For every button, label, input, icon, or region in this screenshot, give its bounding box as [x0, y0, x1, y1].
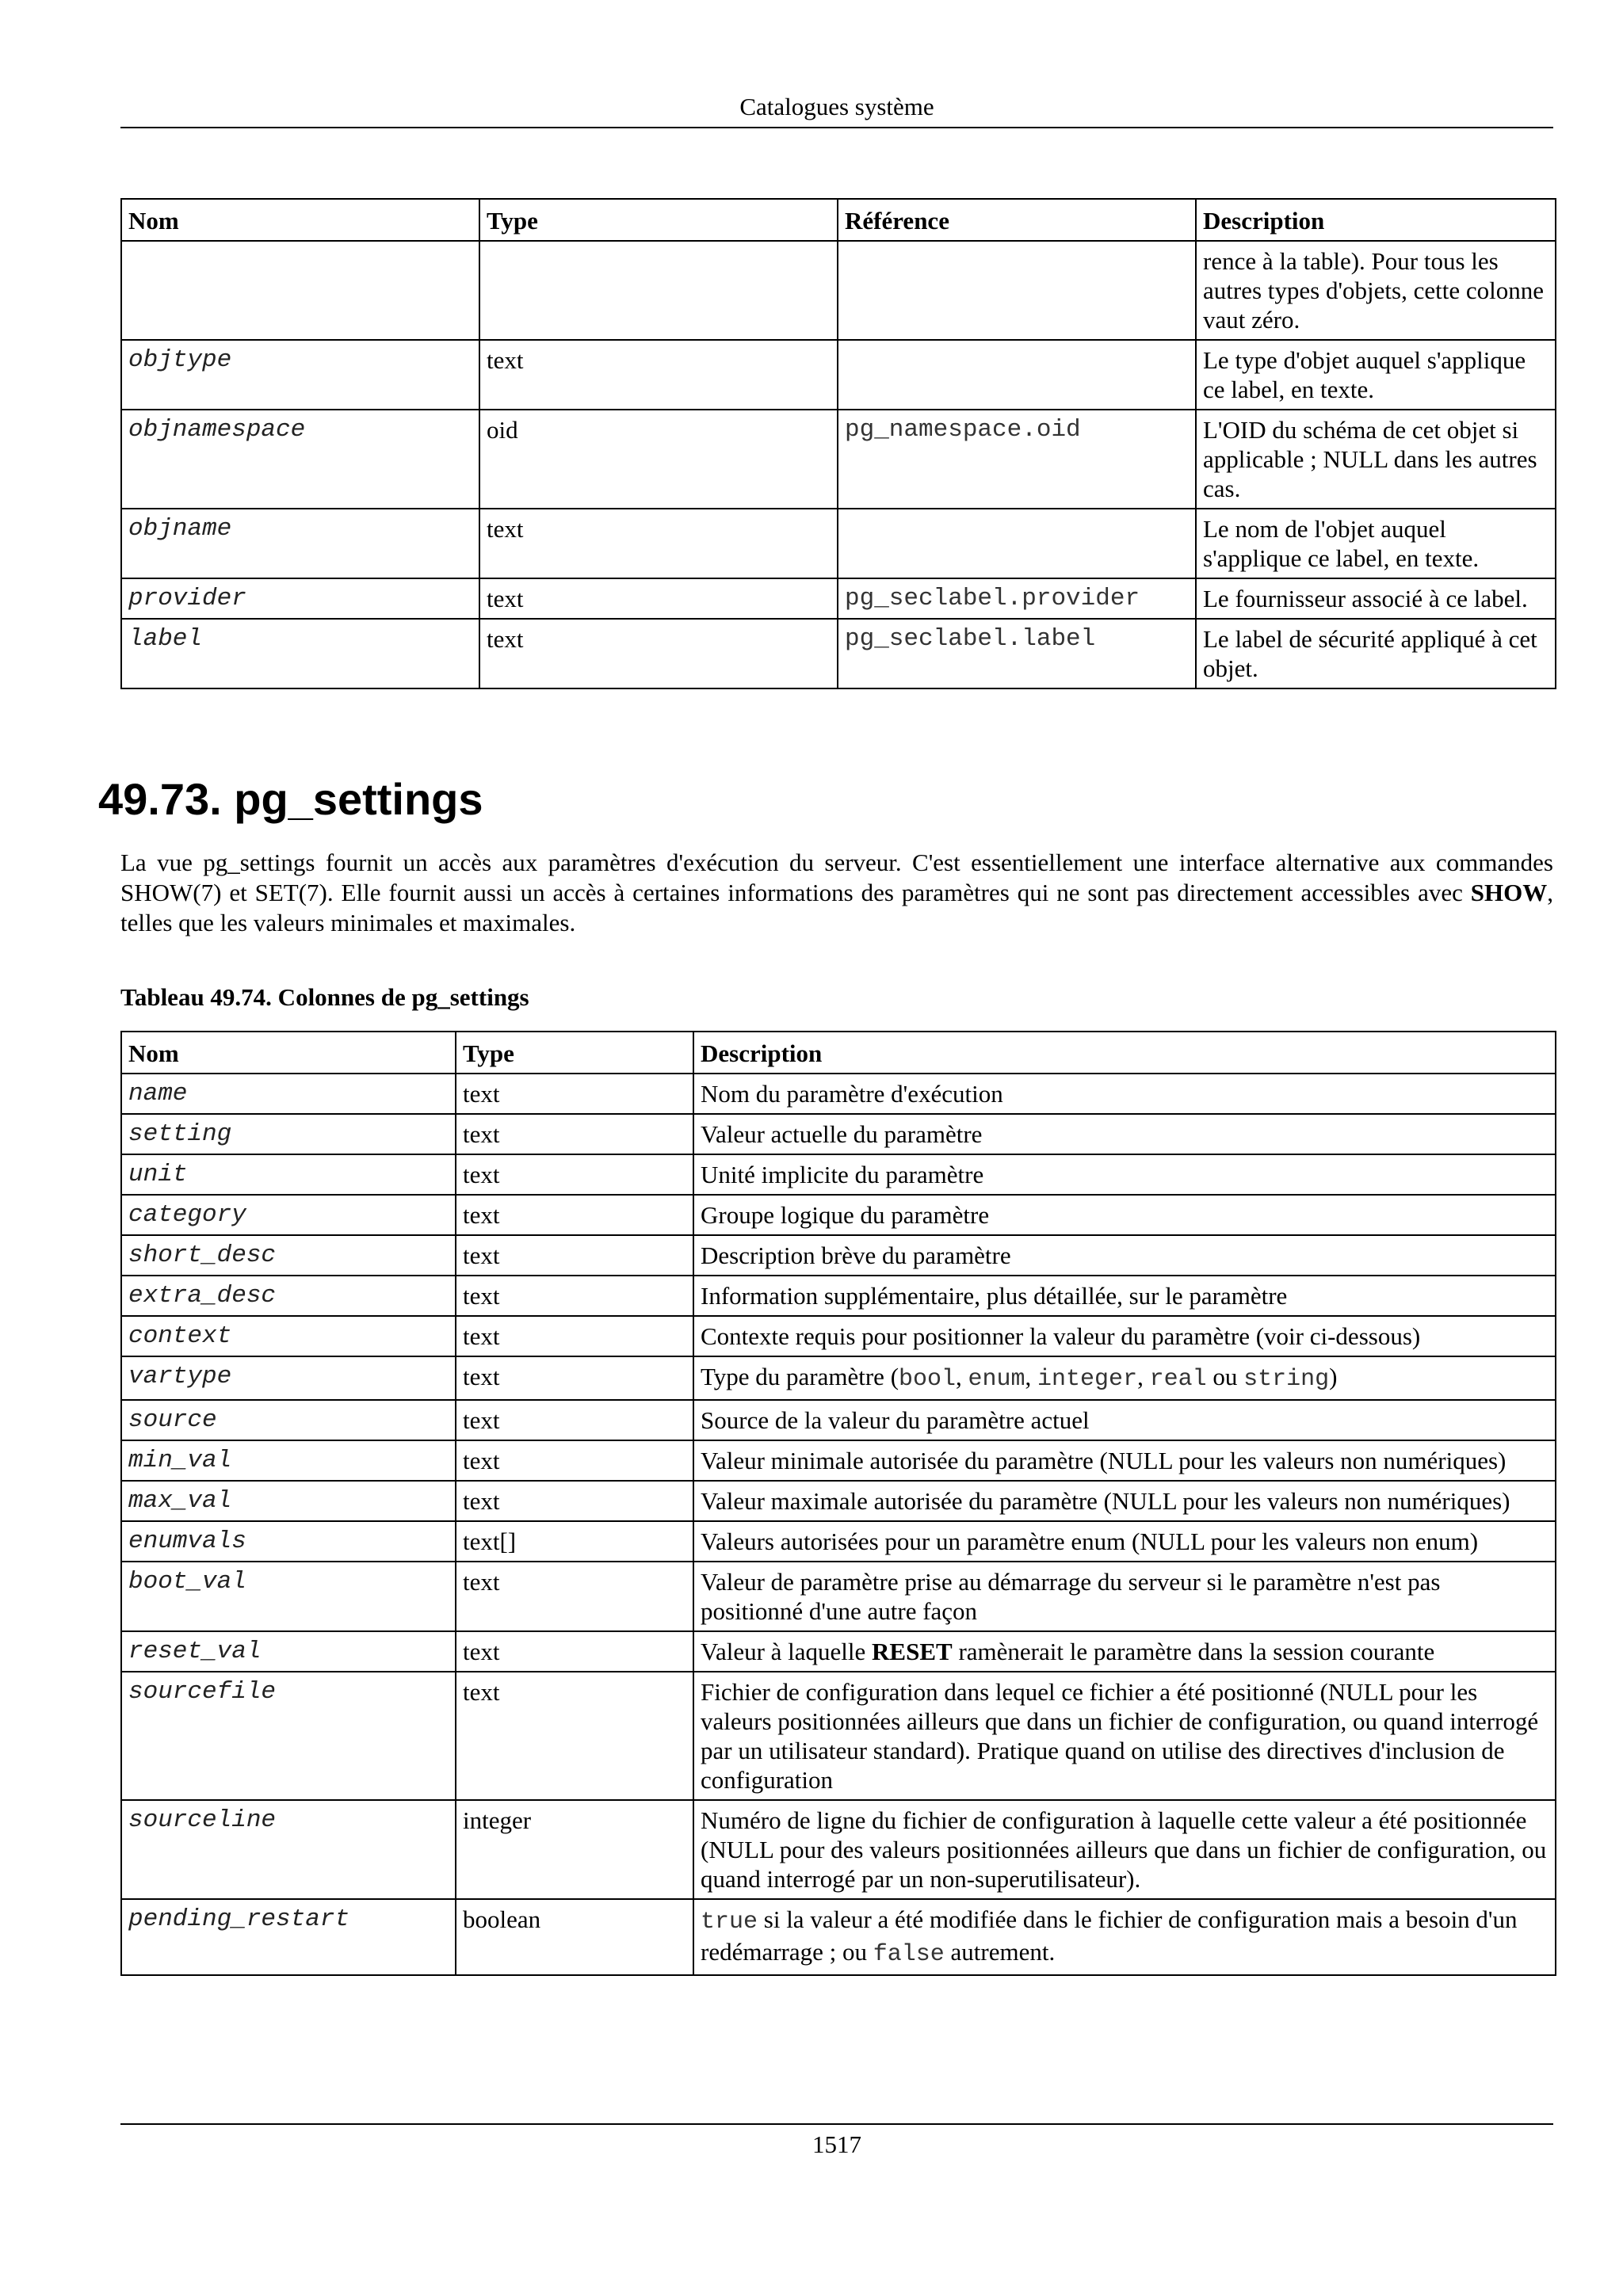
cell-type: text	[456, 1672, 693, 1800]
desc-separator: ,	[1137, 1363, 1150, 1390]
column-header-description: Description	[693, 1032, 1556, 1074]
intro-command-show: SHOW	[1470, 879, 1548, 906]
desc-text: Valeur à laquelle	[701, 1638, 873, 1665]
cell-description: Fichier de configuration dans lequel ce fichier a été positionné (NULL pour les valeurs positionnées ailleurs que dans un fichier de configuration, ou quand interrogé par un utilisateur standard). Pratique quand on utilise des directives d'inclusion de configuration	[693, 1672, 1556, 1800]
table-row	[121, 410, 1556, 509]
literal-real: real	[1149, 1366, 1207, 1393]
cell-reference	[838, 241, 1196, 340]
footer-rule	[120, 2123, 1553, 2125]
table-row	[121, 241, 1556, 340]
desc-text: autrement.	[944, 1938, 1056, 1966]
intro-text-part1: La vue pg_settings fournit un accès aux paramètres d'exécution du serveur. C'est essentiellement une interface alternative aux commandes SHOW(7) et SET(7). Elle fournit aussi un accès à certaines informations des paramètres qui ne sont pas directement accessibles avec	[120, 849, 1553, 906]
cell-name: boot_val	[121, 1562, 456, 1631]
page-number: 1517	[812, 2130, 861, 2158]
cell-description	[693, 1899, 1556, 1975]
cell-description	[693, 1631, 1556, 1672]
table-header-row	[121, 199, 1556, 241]
cell-type: text	[456, 1114, 693, 1154]
cell-name: label	[121, 619, 479, 688]
desc-separator: ,	[956, 1363, 968, 1390]
cell-description: Valeur maximale autorisée du paramètre (NULL pour les valeurs non numériques)	[693, 1481, 1556, 1521]
cell-description: Nom du paramètre d'exécution	[693, 1074, 1556, 1114]
cell-name: min_val	[121, 1440, 456, 1481]
desc-text: Type du paramètre (	[701, 1363, 899, 1390]
cell-type: text	[456, 1562, 693, 1631]
cell-type: text	[456, 1235, 693, 1276]
cell-reference	[838, 340, 1196, 410]
table-row	[121, 1235, 1556, 1276]
cell-description: Source de la valeur du paramètre actuel	[693, 1400, 1556, 1440]
cell-name: sourceline	[121, 1800, 456, 1899]
cell-name: pending_restart	[121, 1899, 456, 1975]
cell-type: text	[456, 1631, 693, 1672]
column-header-description: Description	[1196, 199, 1556, 241]
table-row	[121, 1899, 1556, 1975]
cell-description: Information supplémentaire, plus détaillée, sur le paramètre	[693, 1276, 1556, 1316]
table-row	[121, 1316, 1556, 1356]
cell-description: Description brève du paramètre	[693, 1235, 1556, 1276]
cell-type: text	[456, 1356, 693, 1400]
cell-type: text[]	[456, 1521, 693, 1562]
cell-name: objtype	[121, 340, 479, 410]
cell-type: text	[456, 1481, 693, 1521]
cell-name: source	[121, 1400, 456, 1440]
cell-description	[693, 1356, 1556, 1400]
cell-description: Valeur actuelle du paramètre	[693, 1114, 1556, 1154]
cell-reference: pg_namespace.oid	[838, 410, 1196, 509]
cell-type: text	[456, 1440, 693, 1481]
cell-description: Valeur minimale autorisée du paramètre (NULL pour les valeurs non numériques)	[693, 1440, 1556, 1481]
table-header-row	[121, 1032, 1556, 1074]
literal-string: string	[1243, 1366, 1330, 1393]
section-title: 49.73. pg_settings	[98, 774, 483, 824]
seclabels-columns-table	[120, 198, 1556, 689]
table-row	[121, 1562, 1556, 1631]
cell-type: text	[456, 1316, 693, 1356]
cell-name: reset_val	[121, 1631, 456, 1672]
cell-type: text	[479, 578, 838, 619]
cell-type: text	[456, 1074, 693, 1114]
table-caption: Tableau 49.74. Colonnes de pg_settings	[120, 983, 529, 1011]
cell-description: Le label de sécurité appliqué à cet objet.	[1196, 619, 1556, 688]
cell-name: provider	[121, 578, 479, 619]
cell-reference	[838, 509, 1196, 578]
column-header-type: Type	[456, 1032, 693, 1074]
table-row	[121, 1400, 1556, 1440]
cell-type: oid	[479, 410, 838, 509]
cell-type: text	[456, 1154, 693, 1195]
column-header-name: Nom	[121, 1032, 456, 1074]
cell-description: Numéro de ligne du fichier de configuration à laquelle cette valeur a été positionnée (NULL pour des valeurs positionnées ailleurs que dans un fichier de configuration, ou quand interrogé par un non-superutilisateur).	[693, 1800, 1556, 1899]
desc-separator: ou	[1206, 1363, 1244, 1390]
column-header-type: Type	[479, 199, 838, 241]
column-header-reference: Référence	[838, 199, 1196, 241]
table-row	[121, 1521, 1556, 1562]
cell-name: unit	[121, 1154, 456, 1195]
cell-name: objname	[121, 509, 479, 578]
cell-type: integer	[456, 1800, 693, 1899]
intro-paragraph	[120, 848, 1553, 938]
cell-name: setting	[121, 1114, 456, 1154]
cell-reference: pg_seclabel.label	[838, 619, 1196, 688]
cell-description: Valeur de paramètre prise au démarrage du serveur si le paramètre n'est pas positionné d'une autre façon	[693, 1562, 1556, 1631]
cell-description: Le nom de l'objet auquel s'applique ce label, en texte.	[1196, 509, 1556, 578]
table-row	[121, 509, 1556, 578]
cell-type: text	[479, 340, 838, 410]
cell-name	[121, 241, 479, 340]
literal-enum: enum	[968, 1366, 1025, 1393]
cell-name: extra_desc	[121, 1276, 456, 1316]
pg-settings-columns-table	[120, 1031, 1556, 1976]
cell-type	[479, 241, 838, 340]
header-rule	[120, 127, 1553, 128]
desc-text: ramènerait le paramètre dans la session courante	[952, 1638, 1435, 1665]
cell-reference: pg_seclabel.provider	[838, 578, 1196, 619]
cell-description: Valeurs autorisées pour un paramètre enum (NULL pour les valeurs non enum)	[693, 1521, 1556, 1562]
cell-name: category	[121, 1195, 456, 1235]
table-row	[121, 1672, 1556, 1800]
literal-bool: bool	[899, 1366, 957, 1393]
table-row	[121, 1195, 1556, 1235]
running-header: Catalogues système	[739, 93, 934, 120]
table-row	[121, 1631, 1556, 1672]
desc-text: )	[1329, 1363, 1338, 1390]
cell-name: name	[121, 1074, 456, 1114]
intro-text-part2: , telles que les valeurs minimales et maximales.	[120, 879, 1553, 936]
cell-type: text	[479, 619, 838, 688]
table-row	[121, 340, 1556, 410]
column-header-name: Nom	[121, 199, 479, 241]
literal-integer: integer	[1037, 1366, 1138, 1393]
command-reset: RESET	[872, 1638, 953, 1665]
cell-name: short_desc	[121, 1235, 456, 1276]
cell-name: context	[121, 1316, 456, 1356]
cell-description: Le type d'objet auquel s'applique ce label, en texte.	[1196, 340, 1556, 410]
cell-name: vartype	[121, 1356, 456, 1400]
table-row	[121, 1440, 1556, 1481]
cell-description: Contexte requis pour positionner la valeur du paramètre (voir ci-dessous)	[693, 1316, 1556, 1356]
cell-description: L'OID du schéma de cet objet si applicable ; NULL dans les autres cas.	[1196, 410, 1556, 509]
cell-type: text	[456, 1400, 693, 1440]
cell-type: text	[479, 509, 838, 578]
table-row	[121, 1074, 1556, 1114]
table-row	[121, 1114, 1556, 1154]
cell-name: sourcefile	[121, 1672, 456, 1800]
cell-type: text	[456, 1276, 693, 1316]
cell-description: rence à la table). Pour tous les autres types d'objets, cette colonne vaut zéro.	[1196, 241, 1556, 340]
desc-separator: ,	[1025, 1363, 1038, 1390]
table-row	[121, 1356, 1556, 1400]
cell-name: max_val	[121, 1481, 456, 1521]
cell-description: Unité implicite du paramètre	[693, 1154, 1556, 1195]
cell-type: text	[456, 1195, 693, 1235]
table-row	[121, 1481, 1556, 1521]
literal-false: false	[873, 1941, 945, 1968]
cell-name: objnamespace	[121, 410, 479, 509]
table-row	[121, 1800, 1556, 1899]
cell-name: enumvals	[121, 1521, 456, 1562]
cell-description: Groupe logique du paramètre	[693, 1195, 1556, 1235]
cell-type: boolean	[456, 1899, 693, 1975]
table-row	[121, 619, 1556, 688]
desc-text: si la valeur a été modifiée dans le fichier de configuration mais a besoin d'un redémarrage ; ou	[701, 1905, 1518, 1966]
table-row	[121, 1154, 1556, 1195]
table-row	[121, 578, 1556, 619]
literal-true: true	[701, 1909, 758, 1936]
table-row	[121, 1276, 1556, 1316]
cell-description: Le fournisseur associé à ce label.	[1196, 578, 1556, 619]
